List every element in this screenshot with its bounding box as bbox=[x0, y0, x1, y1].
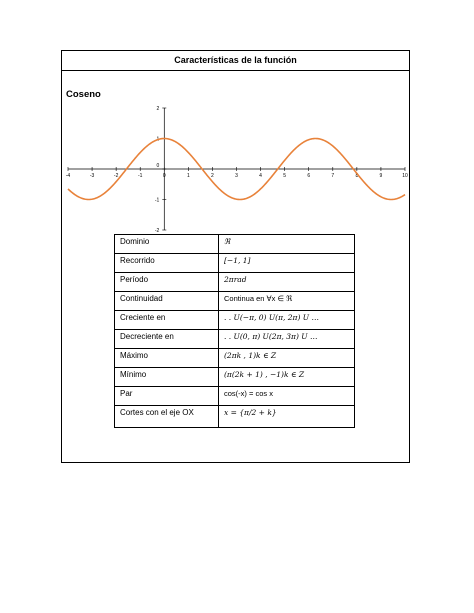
x-tick-label: 8 bbox=[355, 173, 359, 179]
row-value: 2πrad bbox=[219, 273, 355, 292]
row-value: Continua en ∀x ∈ ℜ bbox=[219, 292, 355, 311]
x-tick-label: 10 bbox=[402, 173, 408, 179]
table-row bbox=[115, 368, 355, 387]
row-label: Decreciente en bbox=[115, 330, 219, 349]
row-label: Par bbox=[115, 387, 219, 406]
row-label: Máximo bbox=[115, 349, 219, 368]
page-title: Características de la función bbox=[62, 51, 409, 71]
row-label: Dominio bbox=[115, 235, 219, 254]
x-tick-label: 9 bbox=[379, 173, 383, 179]
row-value: cos(-x) = cos x bbox=[219, 387, 355, 406]
row-value: (π(2k + 1) , −1)k ∈ Z bbox=[219, 368, 355, 387]
x-tick-label: 5 bbox=[283, 173, 287, 179]
x-tick-label: 3 bbox=[235, 173, 238, 179]
table-row bbox=[115, 349, 355, 368]
y-tick-label: -2 bbox=[154, 228, 160, 232]
x-tick-label: 0 bbox=[162, 173, 166, 179]
x-tick-label: 4 bbox=[259, 173, 262, 179]
row-value: (2πk , 1)k ∈ Z bbox=[219, 349, 355, 368]
document-frame bbox=[61, 50, 410, 463]
table-row bbox=[115, 311, 355, 330]
table-row bbox=[115, 235, 355, 254]
row-label: Mínimo bbox=[115, 368, 219, 387]
table-row bbox=[115, 330, 355, 349]
x-tick-label: -1 bbox=[137, 173, 143, 179]
row-value: [−1, 1] bbox=[219, 254, 355, 273]
x-tick-label: 2 bbox=[211, 173, 214, 179]
table-row bbox=[115, 254, 355, 273]
x-tick-label: -3 bbox=[89, 173, 95, 179]
row-label: Creciente en bbox=[115, 311, 219, 330]
cosine-graph bbox=[62, 106, 409, 232]
x-tick-label: 1 bbox=[186, 173, 190, 179]
table-row bbox=[115, 292, 355, 311]
x-tick-label: -2 bbox=[113, 173, 119, 179]
table-row bbox=[115, 273, 355, 292]
table-row bbox=[115, 387, 355, 406]
y-tick-label: -1 bbox=[154, 197, 160, 204]
row-value: ℜ bbox=[219, 235, 355, 254]
x-tick-label: 7 bbox=[331, 173, 335, 179]
table-row bbox=[115, 406, 355, 428]
x-tick-label: 6 bbox=[307, 173, 311, 179]
y-tick-label: 0 bbox=[156, 163, 160, 169]
row-label: Período bbox=[115, 273, 219, 292]
properties-table bbox=[114, 234, 355, 428]
row-label: Continuidad bbox=[115, 292, 219, 311]
section-subtitle: Coseno bbox=[66, 89, 101, 100]
row-value: . . U(−π, 0) U(π, 2π) U … bbox=[219, 311, 355, 330]
y-tick-label: 1 bbox=[156, 136, 160, 143]
row-value: x = {π/2 + k} bbox=[219, 406, 355, 428]
y-tick-label: 2 bbox=[156, 106, 160, 112]
row-label: Cortes con el eje OX bbox=[115, 406, 219, 428]
x-tick-label: -4 bbox=[65, 173, 71, 179]
row-value: . . U(0, π) U(2π, 3π) U … bbox=[219, 330, 355, 349]
row-label: Recorrido bbox=[115, 254, 219, 273]
